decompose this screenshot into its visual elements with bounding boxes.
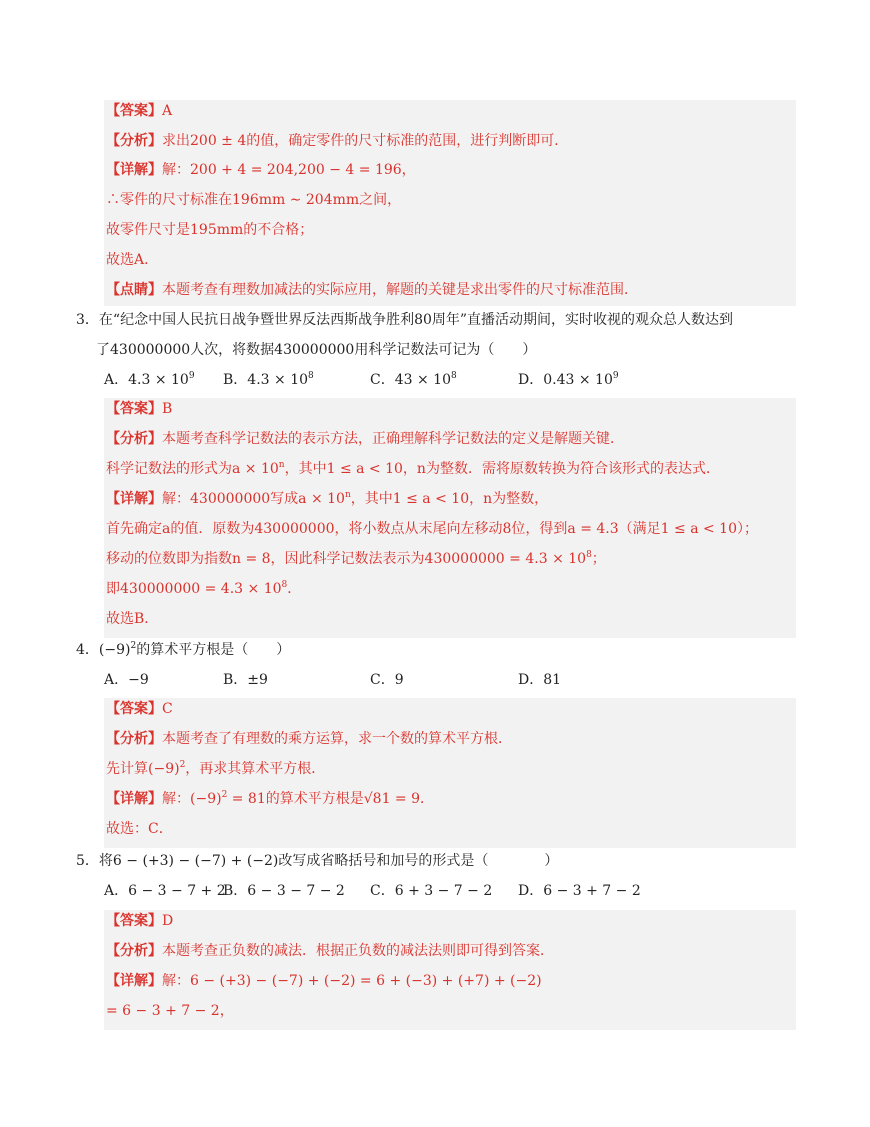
option-label: B． bbox=[223, 672, 248, 688]
option-exponent: 9 bbox=[188, 371, 195, 381]
detail-text: 解：6 − (+3) − (−7) + (−2) = 6 + (−3) + (+7) + (−2) bbox=[162, 973, 542, 989]
option-exponent: 8 bbox=[308, 371, 314, 381]
stem-text: 的算术平方根是（ ） bbox=[136, 642, 291, 658]
detail-text: 解：430000000写成a × 10 bbox=[162, 491, 345, 507]
analysis-text: 本题考查正负数的减法．根据正负数的减法法则即可得到答案． bbox=[162, 943, 554, 959]
analysis-tag: 【分析】 bbox=[106, 133, 162, 149]
option-a bbox=[104, 670, 149, 690]
option-label: C． bbox=[370, 883, 395, 899]
comment-tag: 【点睛】 bbox=[106, 282, 162, 298]
option-label: B． bbox=[223, 883, 248, 899]
analysis-text: 本题考查了有理数的乘方运算，求一个数的算术平方根． bbox=[162, 731, 512, 747]
formula-text: ，再求其算术平方根． bbox=[185, 761, 326, 777]
question-stem: 3．在“纪念中国人民抗日战争暨世界反法西斯战争胜利80周年”直播活动期间，实时收视的观众总人数达到 bbox=[76, 312, 734, 328]
option-label: A． bbox=[104, 372, 129, 388]
solution-line bbox=[106, 549, 606, 569]
analysis-line bbox=[106, 131, 568, 151]
answer-value: A bbox=[162, 103, 173, 119]
formula-text: 移动的位数即为指数n = 8，因此科学记数法表示为430000000 = 4.3 × 10 bbox=[106, 551, 587, 567]
formula-exponent: 2 bbox=[179, 760, 186, 770]
option-exponent: 8 bbox=[450, 371, 457, 381]
answer-line bbox=[106, 699, 173, 719]
option-c bbox=[370, 881, 492, 901]
answer-tag: 【答案】 bbox=[106, 913, 162, 929]
analysis-line bbox=[106, 429, 624, 449]
option-text: 6 + 3 − 7 − 2 bbox=[394, 883, 493, 899]
formula-exponent: 8 bbox=[586, 550, 592, 560]
option-text: 43 × 10 bbox=[394, 372, 451, 388]
option-label: D． bbox=[518, 883, 544, 899]
comment-text: 本题考查有理数加减法的实际应用，解题的关键是求出零件的尺寸标准范围． bbox=[162, 282, 638, 298]
option-text: 4.3 × 10 bbox=[247, 372, 309, 388]
answer-line bbox=[106, 399, 172, 419]
analysis-line bbox=[106, 941, 554, 961]
option-b bbox=[223, 881, 345, 901]
option-text: 81 bbox=[543, 672, 562, 688]
option-d bbox=[518, 881, 641, 901]
comment-line bbox=[106, 280, 638, 300]
option-label: A． bbox=[104, 672, 129, 688]
analysis-text: 求出200 ± 4的值，确定零件的尺寸标准的范围，进行判断即可． bbox=[162, 133, 569, 149]
question-stem: 了430000000人次，将数据430000000用科学记数法可记为（ ） bbox=[96, 342, 537, 358]
detail-text: 解：200 + 4 = 204,200 − 4 = 196， bbox=[162, 162, 416, 178]
detail-tag: 【详解】 bbox=[106, 491, 162, 507]
formula-exponent: 8 bbox=[281, 580, 288, 590]
formula-text: ． bbox=[287, 581, 302, 597]
stem-exponent: 2 bbox=[130, 641, 137, 651]
detail-exponent: n bbox=[344, 490, 351, 500]
analysis-tag: 【分析】 bbox=[106, 731, 162, 747]
stem-text: 4．(−9) bbox=[76, 642, 131, 658]
option-label: A． bbox=[104, 883, 129, 899]
analysis-tag: 【分析】 bbox=[106, 943, 162, 959]
answer-value: C bbox=[162, 701, 173, 717]
answer-tag: 【答案】 bbox=[106, 701, 162, 717]
formula-exponent: n bbox=[278, 460, 285, 470]
option-text: −9 bbox=[128, 672, 149, 688]
solution-line: 故选：C． bbox=[106, 821, 173, 837]
option-text: 9 bbox=[394, 672, 404, 688]
option-c bbox=[370, 370, 457, 390]
formula-text: ，其中1 ≤ a < 10，n为整数．需将原数转换为符合该形式的表达式． bbox=[284, 461, 720, 477]
detail-text: ，其中1 ≤ a < 10，n为整数， bbox=[350, 491, 549, 507]
option-d bbox=[518, 670, 561, 690]
detail-line bbox=[106, 160, 416, 180]
solution-line: 故选A． bbox=[106, 252, 159, 268]
option-label: D． bbox=[518, 372, 544, 388]
detail-text: 解：(−9) bbox=[162, 791, 222, 807]
detail-tag: 【详解】 bbox=[106, 973, 162, 989]
option-c bbox=[370, 670, 404, 690]
option-text: ±9 bbox=[247, 672, 268, 688]
question-stem: 5．将6 − (+3) − (−7) + (−2)改写成省略括号和加号的形式是（ ） bbox=[76, 853, 559, 869]
solution-line bbox=[106, 459, 720, 479]
solution-line: = 6 − 3 + 7 − 2， bbox=[106, 1003, 234, 1019]
answer-value: B bbox=[162, 401, 173, 417]
formula-text: ； bbox=[591, 551, 606, 567]
solution-line: ∴零件的尺寸标准在196mm ∼ 204mm之间， bbox=[106, 192, 402, 208]
option-text: 0.43 × 10 bbox=[543, 372, 613, 388]
formula-text: 科学记数法的形式为a × 10 bbox=[106, 461, 279, 477]
analysis-tag: 【分析】 bbox=[106, 431, 162, 447]
detail-text: = 81的算术平方根是√81 = 9． bbox=[227, 791, 435, 807]
option-text: 6 − 3 + 7 − 2 bbox=[543, 883, 641, 899]
option-d bbox=[518, 370, 619, 390]
option-a bbox=[104, 881, 226, 901]
answer-value: D bbox=[162, 913, 174, 929]
option-text: 6 − 3 − 7 + 2 bbox=[128, 883, 226, 899]
solution-line: 故零件尺寸是195mm的不合格； bbox=[106, 222, 314, 238]
question-stem bbox=[76, 640, 290, 660]
solution-line: 故选B． bbox=[106, 611, 159, 627]
detail-line bbox=[106, 789, 434, 809]
option-text: 4.3 × 10 bbox=[128, 372, 189, 388]
solution-line: 首先确定a的值．原数为430000000，将小数点从末尾向左移动8位，得到a = 4.3（满足1 ≤ a < 10）； bbox=[106, 521, 758, 537]
option-text: 6 − 3 − 7 − 2 bbox=[247, 883, 345, 899]
detail-tag: 【详解】 bbox=[106, 162, 162, 178]
option-label: B． bbox=[223, 372, 248, 388]
option-b bbox=[223, 370, 314, 390]
detail-line bbox=[106, 489, 548, 509]
answer-tag: 【答案】 bbox=[106, 401, 162, 417]
option-label: C． bbox=[370, 672, 395, 688]
formula-text: 先计算(−9) bbox=[106, 761, 180, 777]
detail-line bbox=[106, 971, 542, 991]
solution-line bbox=[106, 759, 325, 779]
detail-exponent: 2 bbox=[221, 790, 228, 800]
option-exponent: 9 bbox=[612, 371, 619, 381]
answer-line bbox=[106, 911, 173, 931]
solution-line bbox=[106, 579, 301, 599]
analysis-line bbox=[106, 729, 512, 749]
option-b bbox=[223, 670, 268, 690]
option-a bbox=[104, 370, 195, 390]
option-label: C． bbox=[370, 372, 395, 388]
formula-text: 即430000000 = 4.3 × 10 bbox=[106, 581, 282, 597]
detail-tag: 【详解】 bbox=[106, 791, 162, 807]
option-label: D． bbox=[518, 672, 544, 688]
analysis-text: 本题考查科学记数法的表示方法，正确理解科学记数法的定义是解题关键． bbox=[162, 431, 624, 447]
answer-line bbox=[106, 101, 172, 121]
answer-tag: 【答案】 bbox=[106, 103, 162, 119]
